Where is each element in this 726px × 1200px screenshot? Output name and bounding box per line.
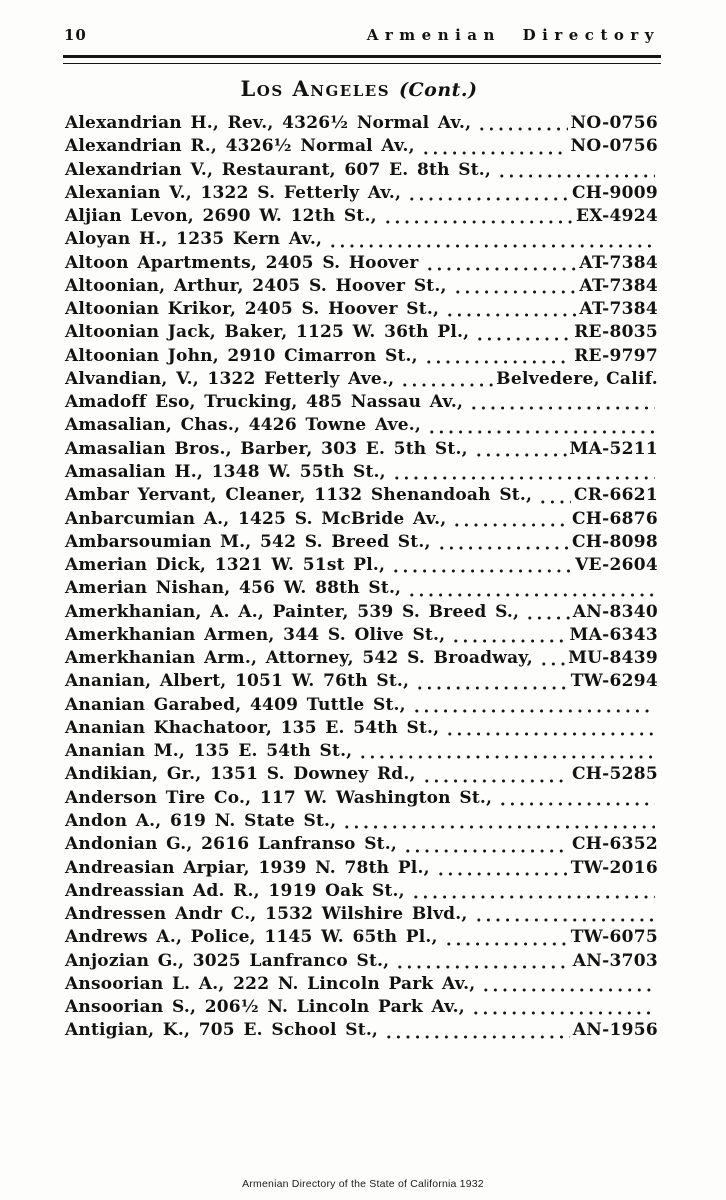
entry-phone: AN-1956 <box>572 1020 658 1041</box>
entry-phone: MA-5211 <box>569 438 658 459</box>
entry-phone: TW-6294 <box>570 671 658 692</box>
directory-entry <box>65 857 658 880</box>
entry-text: Ambarsoumian M., 542 S. Breed St., <box>65 531 431 552</box>
dot-leader <box>352 740 658 763</box>
directory-entry <box>65 321 658 344</box>
entry-text: Alexandrian H., Rev., 4326½ Normal Av., <box>65 113 472 133</box>
directory-entry <box>65 647 658 670</box>
entry-phone: AN-3703 <box>572 950 658 971</box>
entry-text: Altoonian Krikor, 2405 S. Hoover St., <box>65 299 440 320</box>
section-heading <box>0 76 718 101</box>
dot-leader <box>385 554 575 577</box>
directory-entry <box>65 833 658 856</box>
entry-phone: TW-2016 <box>570 857 658 878</box>
entry-phone: NO-0756 <box>570 136 658 157</box>
directory-entry <box>65 740 658 763</box>
dot-leader <box>445 624 569 647</box>
dot-leader <box>446 508 572 531</box>
entry-phone: AT-7384 <box>579 252 658 273</box>
directory-entry <box>65 926 658 949</box>
page-number: 10 <box>64 26 87 44</box>
entry-phone: RE-9797 <box>574 345 658 366</box>
entry-phone: CH-5285 <box>571 764 658 785</box>
entry-text: Andikian, Gr., 1351 S. Downey Rd., <box>65 764 416 785</box>
dot-leader <box>397 833 572 856</box>
dot-leader <box>401 182 572 205</box>
header-rule <box>63 55 661 64</box>
dot-leader <box>336 810 658 833</box>
dot-leader <box>430 857 571 880</box>
dot-leader <box>465 996 658 1019</box>
dot-leader <box>438 926 571 949</box>
dot-leader <box>405 880 658 903</box>
directory-entry <box>65 345 658 368</box>
dot-leader <box>378 1019 573 1042</box>
directory-entry <box>65 298 658 321</box>
directory-entry <box>65 787 658 810</box>
entry-text: Ananian M., 135 E. 54th St., <box>65 741 353 762</box>
dot-leader <box>519 601 573 624</box>
dot-leader <box>415 135 571 158</box>
directory-entry <box>65 438 658 461</box>
page-header <box>64 26 660 44</box>
entry-text: Ansoorian L. A., 222 N. Lincoln Park Av., <box>65 973 476 994</box>
dot-leader <box>439 298 579 321</box>
entry-text: Altoon Apartments, 2405 S. Hoover <box>65 252 419 273</box>
entry-phone: EX-4924 <box>575 206 658 227</box>
entry-text: Amerkhanian, A. A., Painter, 539 S. Breed S., <box>65 601 520 622</box>
entry-text: Amasalian, Chas., 4426 Towne Ave., <box>65 415 421 436</box>
entry-text: Anbarcumian A., 1425 S. McBride Av., <box>65 508 447 529</box>
entry-phone: CH-6352 <box>571 834 658 855</box>
directory-entry <box>65 368 658 391</box>
directory-entry <box>65 531 658 554</box>
directory-entry <box>65 880 658 903</box>
directory-entry <box>65 624 658 647</box>
dot-leader <box>431 531 572 554</box>
section-title: Los Angeles <box>240 76 391 101</box>
dot-leader <box>468 903 659 926</box>
directory-entry <box>65 275 658 298</box>
dot-leader <box>463 391 658 414</box>
directory-entry <box>65 717 658 740</box>
entry-text: Aljian Levon, 2690 W. 12th St., <box>65 206 377 227</box>
entry-text: Alexandrian R., 4326½ Normal Av., <box>65 136 415 157</box>
entry-text: Ambar Yervant, Cleaner, 1132 Shenandoah St., <box>65 485 533 506</box>
directory-entry <box>65 577 658 600</box>
dot-leader <box>439 717 658 740</box>
dot-leader <box>322 228 658 251</box>
directory-entry <box>65 694 658 717</box>
entry-text: Altoonian, Arthur, 2405 S. Hoover St., <box>65 275 447 296</box>
directory-entry <box>65 228 658 251</box>
dot-leader <box>491 159 658 182</box>
entry-phone: CH-9009 <box>571 182 658 203</box>
entry-text: Ananian Garabed, 4409 Tuttle St., <box>65 694 406 715</box>
entry-text: Alexanian V., 1322 S. Fetterly Av., <box>65 182 402 203</box>
entry-phone: MU-8439 <box>568 648 658 669</box>
directory-entry <box>65 973 658 996</box>
dot-leader <box>386 461 658 484</box>
entry-text: Ananian Khachatoor, 135 E. 54th St., <box>65 717 440 738</box>
dot-leader <box>394 368 496 391</box>
dot-leader <box>419 252 580 275</box>
dot-leader <box>492 787 658 810</box>
dot-leader <box>421 414 658 437</box>
dot-leader <box>468 438 570 461</box>
directory-entry <box>65 159 658 182</box>
entry-text: Alexandrian V., Restaurant, 607 E. 8th St., <box>65 159 492 180</box>
directory-entry <box>65 414 658 437</box>
entry-phone: VE-2604 <box>575 555 658 576</box>
directory-entry <box>65 601 658 624</box>
entry-text: Amerian Dick, 1321 W. 51st Pl., <box>65 555 386 576</box>
directory-entry <box>65 950 658 973</box>
dot-leader <box>406 694 658 717</box>
dot-leader <box>469 321 574 344</box>
entry-text: Andreassian Ad. R., 1919 Oak St., <box>65 880 405 901</box>
entry-phone: AN-8340 <box>572 601 658 622</box>
entry-text: Ansoorian S., 206½ N. Lincoln Park Av., <box>65 997 465 1018</box>
entry-text: Alvandian, V., 1322 Fetterly Ave., <box>65 368 395 389</box>
entry-text: Andreasian Arpiar, 1939 N. 78th Pl., <box>65 857 430 878</box>
running-head: Armenian Directory <box>366 26 660 44</box>
dot-leader <box>418 345 574 368</box>
entry-text: Altoonian John, 2910 Cimarron St., <box>65 345 418 366</box>
entry-text: Antigian, K., 705 E. School St., <box>65 1020 379 1041</box>
entry-text: Amerian Nishan, 456 W. 88th St., <box>65 578 402 599</box>
entry-phone: AT-7384 <box>579 275 658 296</box>
entry-text: Ananian, Albert, 1051 W. 76th St., <box>65 671 410 692</box>
dot-leader <box>532 484 574 507</box>
entry-phone: MA-6343 <box>569 624 658 645</box>
directory-entry <box>65 112 658 135</box>
entry-phone: CR-6621 <box>573 485 658 506</box>
entry-text: Altoonian Jack, Baker, 1125 W. 36th Pl., <box>65 322 470 343</box>
directory-entry <box>65 903 658 926</box>
entry-text: Andonian G., 2616 Lanfranso St., <box>65 834 397 855</box>
page-footer: Armenian Directory of the State of California 1932 <box>242 1178 484 1190</box>
entry-phone: TW-6075 <box>570 927 658 948</box>
directory-entry <box>65 461 658 484</box>
entry-text: Andressen Andr C., 1532 Wilshire Blvd., <box>65 904 468 925</box>
dot-leader <box>416 763 572 786</box>
section-cont-label: (Cont.) <box>399 79 478 101</box>
directory-entry <box>65 391 658 414</box>
directory-entry <box>65 205 658 228</box>
directory-list <box>65 112 658 1043</box>
entry-text: Aloyan H., 1235 Kern Av., <box>65 229 323 250</box>
directory-entry <box>65 670 658 693</box>
dot-leader <box>447 275 580 298</box>
entry-text: Amerkhanian Armen, 344 S. Olive St., <box>65 624 446 645</box>
entry-text: Amasalian H., 1348 W. 55th St., <box>65 461 386 482</box>
directory-entry <box>65 763 658 786</box>
dot-leader <box>389 950 573 973</box>
entry-phone: CH-6876 <box>571 508 658 529</box>
dot-leader <box>533 647 568 670</box>
directory-entry <box>65 508 658 531</box>
directory-entry <box>65 135 658 158</box>
dot-leader <box>475 973 658 996</box>
dot-leader <box>471 112 570 135</box>
directory-entry <box>65 252 658 275</box>
entry-phone: AT-7384 <box>579 299 658 320</box>
entry-phone: Belvedere, Calif. <box>496 368 658 389</box>
directory-entry <box>65 554 658 577</box>
entry-text: Anjozian G., 3025 Lanfranco St., <box>65 950 390 971</box>
entry-phone: RE-8035 <box>574 322 658 343</box>
entry-text: Amerkhanian Arm., Attorney, 542 S. Broadway, <box>65 648 533 669</box>
entry-text: Amadoff Eso, Trucking, 485 Nassau Av., <box>65 392 464 413</box>
directory-entry <box>65 810 658 833</box>
dot-leader <box>409 670 571 693</box>
entry-text: Andrews A., Police, 1145 W. 65th Pl., <box>65 927 438 948</box>
directory-entry <box>65 1019 658 1042</box>
dot-leader <box>401 577 658 600</box>
entry-text: Amasalian Bros., Barber, 303 E. 5th St., <box>65 438 468 459</box>
entry-text: Anderson Tire Co., 117 W. Washington St., <box>65 787 493 808</box>
entry-text: Andon A., 619 N. State St., <box>65 810 337 831</box>
directory-entry <box>65 484 658 507</box>
directory-entry <box>65 182 658 205</box>
directory-entry <box>65 996 658 1019</box>
entry-phone: CH-8098 <box>571 531 658 552</box>
entry-phone: NO-0756 <box>570 113 658 133</box>
dot-leader <box>377 205 576 228</box>
